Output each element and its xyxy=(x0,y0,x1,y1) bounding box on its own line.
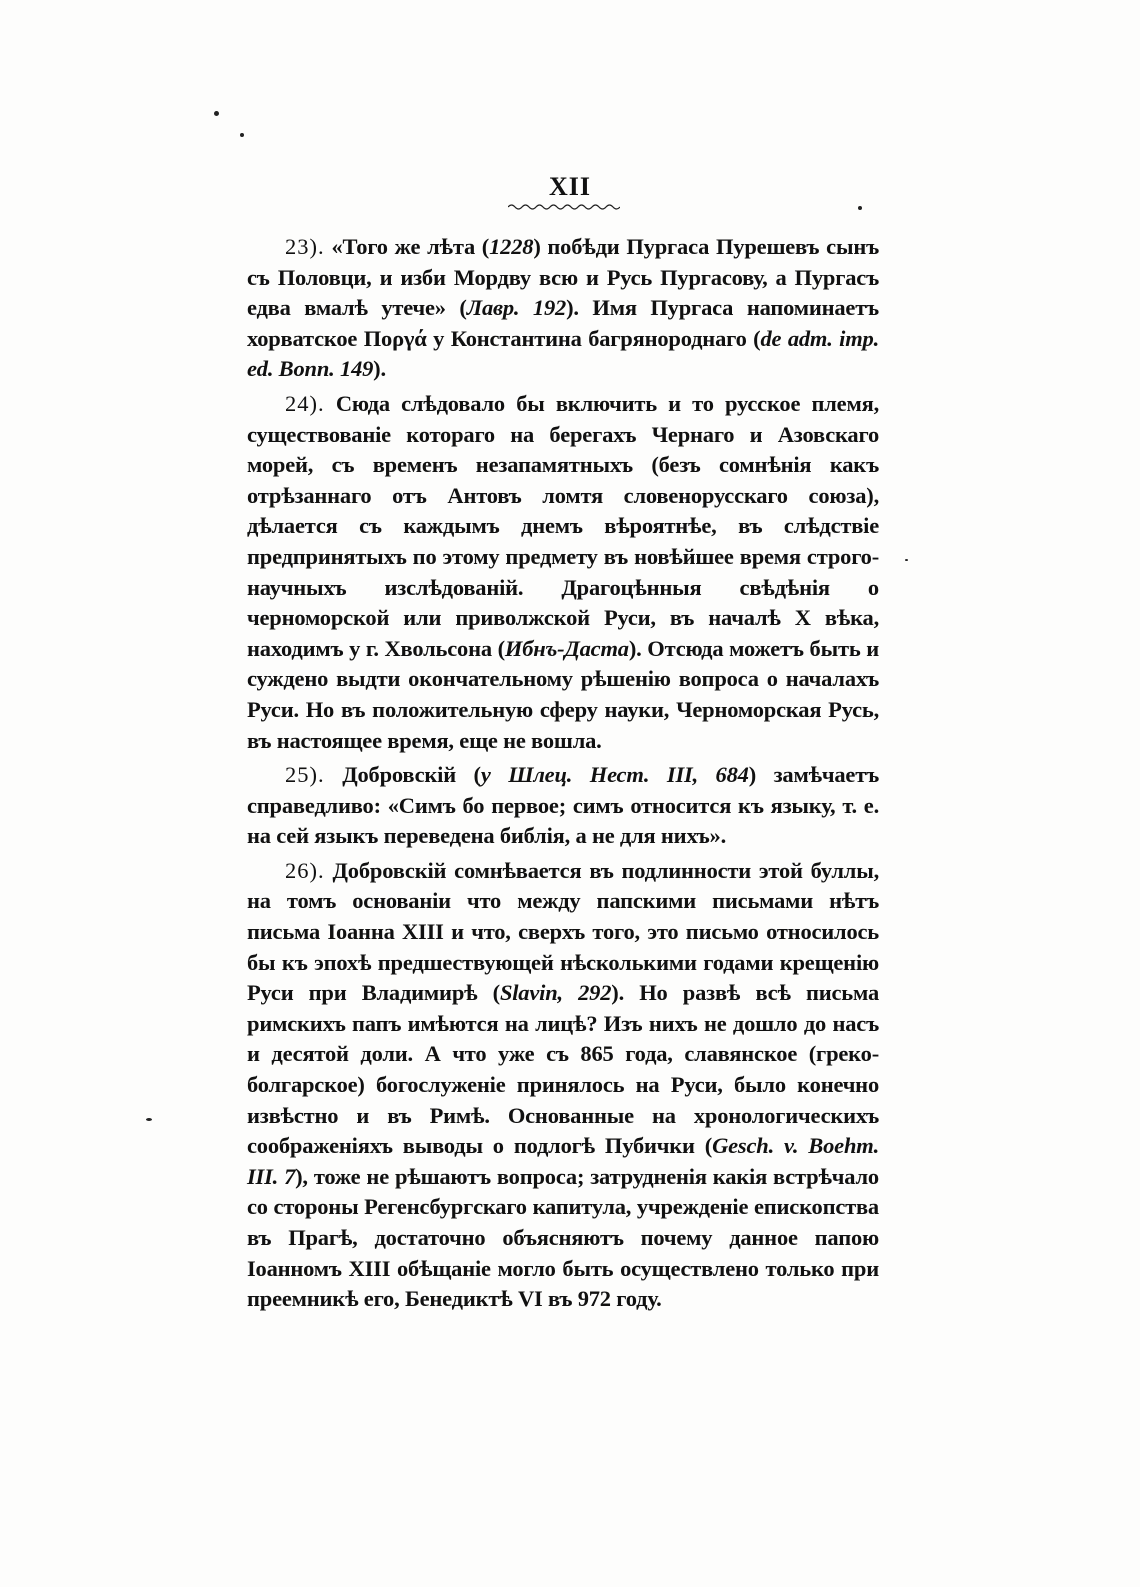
scan-speck xyxy=(240,133,244,137)
note-number: 25). xyxy=(285,762,325,788)
citation-italic: 1228 xyxy=(489,234,534,259)
note-26 xyxy=(247,856,879,1315)
note-text: ) побѣди Пургаса Пурешевъ сынъ съ Половци, и изби Мордву всю и Русь Пургасову, а Пургасъ едва вмалѣ утече» ( xyxy=(247,234,879,321)
note-24 xyxy=(247,389,879,756)
note-text: ), тоже не рѣшаютъ вопроса; затрудненія какія встрѣчало со стороны Регенсбургскаго капитула, учрежденіе епископства въ Прагѣ, достаточно объясняютъ почему данное папою Іоанномъ XIII обѣщаніе могло быть осуществлено только при преемникѣ его, Бенедиктѣ VI въ 972 году. xyxy=(247,1163,879,1312)
citation-italic: Gesch. v. Boehm. III. 7 xyxy=(247,1133,879,1189)
note-text: ). xyxy=(373,356,386,382)
scan-speck xyxy=(214,111,219,116)
note-text: Добровскій сомнѣвается въ подлинности этой буллы, на томъ основаніи что между папскими письмами нѣтъ письма Іоанна XIII и что, сверхъ того, это письмо относилось бы къ эпохѣ предшествующей нѣсколькими годами крещенію Руси при Владимирѣ ( xyxy=(247,857,879,1006)
note-text: ). Отсюда можетъ быть и суждено выдти окончательному рѣшенію вопроса о началахъ Руси. Но въ положительную сферу науки, Черноморская Русь, въ настоящее время, еще не вошла. xyxy=(247,635,879,753)
note-text: ). Но развѣ всѣ письма римскихъ папъ имѣются на лицѣ? Изъ нихъ не дошло до насъ и десятой доли. А что уже съ 865 года, славянское (греко-болгарское) богослуженіе принялось на Руси, было конечно извѣстно и въ Римѣ. Основанные на хронологическихъ соображеніяхъ выводы о подлогѣ Пубички ( xyxy=(247,980,879,1159)
note-text: ). Имя Пургаса напоминаетъ хорватское Ποργά у Константина багрянороднаго ( xyxy=(247,295,879,351)
note-text: Добровскій ( xyxy=(342,762,481,788)
footnotes-text xyxy=(247,232,879,1319)
wavy-rule-ornament xyxy=(508,203,620,211)
note-text: Сюда слѣдовало бы включить и то русское племя, существованіе котораго на берегахъ Чернаго и Азовскаго морей, съ временъ незапамятныхъ (безъ сомнѣнія какъ отрѣзаннаго отъ Антовъ ломтя словенорусскаго союза), дѣлается съ каждымъ днемъ вѣроятнѣе, въ слѣдствіе предпринятыхъ по этому предмету въ новѣйшее время строго-научныхъ изслѣдованій. Драгоцѣнныя свѣдѣнія о черноморской или приволжской Руси, въ началѣ X вѣка, находимъ у г. Хвольсона ( xyxy=(247,390,879,661)
page-number: XII xyxy=(548,172,591,201)
citation-italic: Slavin, 292 xyxy=(499,980,612,1006)
scan-speck xyxy=(146,1118,152,1121)
citation-italic: de adm. imp. ed. Bonn. 149 xyxy=(247,325,879,382)
scan-speck xyxy=(905,559,908,561)
citation-italic: Лавр. 192 xyxy=(466,295,567,321)
page-header xyxy=(0,172,1140,202)
note-number: 23). xyxy=(285,234,325,259)
note-25 xyxy=(247,760,879,852)
note-text: «Того же лѣта ( xyxy=(331,234,490,259)
note-number: 24). xyxy=(285,390,325,416)
citation-italic: у Шлец. Нест. III, 684 xyxy=(480,762,749,788)
note-text: ) замѣчаетъ справедливо: «Симъ бо первое; симъ относится къ языку, т. е. на сей языкъ переведена библія, а не для нихъ». xyxy=(247,762,879,849)
scan-speck xyxy=(858,206,862,210)
note-23 xyxy=(247,232,879,385)
note-number: 26). xyxy=(285,857,325,883)
citation-italic: Ибнъ-Даста xyxy=(504,635,629,661)
